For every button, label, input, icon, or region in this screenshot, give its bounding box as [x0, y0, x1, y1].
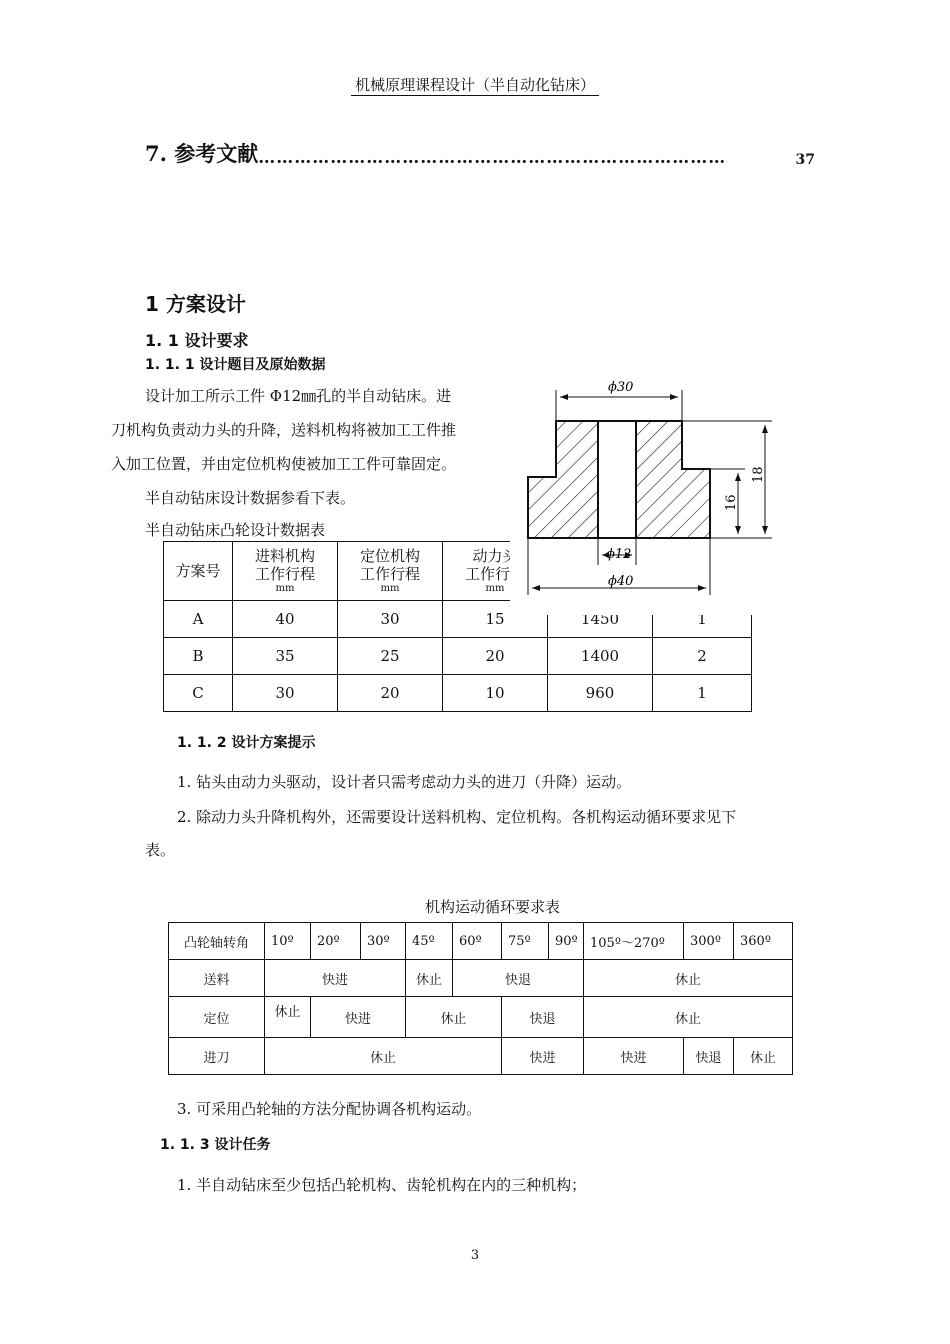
- table-row: A 40 30 15 1450 1: [164, 601, 752, 638]
- section-heading-1: 1 方案设计: [145, 292, 246, 316]
- section-heading-1-1: 1. 1 设计要求: [145, 331, 249, 350]
- section-heading-1-1-1: 1. 1. 1 设计题目及原始数据: [145, 357, 326, 373]
- table-row: 凸轮轴转角 10º 20º 30º 45º 60º 75º 90º 105º～270º 300º 360º: [169, 923, 793, 960]
- table-row: 进刀 休止 快进 快进 快退 休止: [169, 1038, 793, 1075]
- workpiece-drawing: [510, 375, 775, 615]
- section-heading-1-1-3: 1. 1. 3 设计任务: [160, 1137, 271, 1153]
- table1-caption: 半自动钻床凸轮设计数据表: [145, 521, 326, 539]
- dim-h18: 18: [751, 466, 766, 483]
- table-header-cell: 动力头 工作行程 mm: [443, 542, 548, 601]
- paragraph-line: 刀机构负责动力头的升降，送料机构将被加工工件推: [111, 421, 457, 439]
- page-header: 机械原理课程设计（半自动化钻床）: [0, 74, 950, 95]
- hint-2-cont: 表。: [145, 841, 176, 859]
- table-header-cell: 方案号: [164, 542, 233, 601]
- table-row: 送料 快进 休止 快退 休止: [169, 960, 793, 997]
- hint-1: 1. 钻头由动力头驱动，设计者只需考虑动力头的进刀（升降）运动。: [177, 773, 632, 791]
- dim-d12: ϕ12: [606, 547, 632, 562]
- page-number: 3: [470, 1248, 480, 1263]
- table-header-cell: 进料机构 工作行程 mm: [233, 542, 338, 601]
- toc-dots: ……………………………………………………………………: [258, 148, 727, 168]
- toc-label: 7. 参考文献: [145, 141, 259, 166]
- hint-3: 3. 可采用凸轮轴的方法分配协调各机构运动。: [177, 1100, 482, 1118]
- dim-d40: ϕ40: [608, 574, 634, 589]
- dim-h16: 16: [724, 494, 739, 511]
- dim-d30: ϕ30: [608, 380, 634, 395]
- paragraph-line: 入加工位置，并由定位机构使被加工工件可靠固定。: [111, 455, 457, 473]
- section-heading-1-1-2: 1. 1. 2 设计方案提示: [177, 735, 316, 751]
- toc-page: 37: [795, 152, 815, 168]
- table-row: C 30 20 10 960 1: [164, 675, 752, 712]
- table-header-cell: 定位机构 工作行程 mm: [338, 542, 443, 601]
- table-row: B 35 25 20 1400 2: [164, 638, 752, 675]
- task-1: 1. 半自动钻床至少包括凸轮机构、齿轮机构在内的三种机构；: [177, 1176, 587, 1194]
- table-row: 定位 休止 快进 休止 快退 休止: [169, 997, 793, 1038]
- paragraph-line: 半自动钻床设计数据参看下表。: [145, 489, 356, 507]
- hint-2: 2. 除动力头升降机构外，还需要设计送料机构、定位机构。各机构运动循环要求见下: [177, 808, 737, 826]
- table2-caption: 机构运动循环要求表: [424, 898, 560, 916]
- motion-cycle-table: [168, 922, 793, 1075]
- paragraph-line: 设计加工所示工件 Φ12㎜孔的半自动钻床。进: [145, 387, 452, 405]
- toc-entry[interactable]: [145, 138, 815, 168]
